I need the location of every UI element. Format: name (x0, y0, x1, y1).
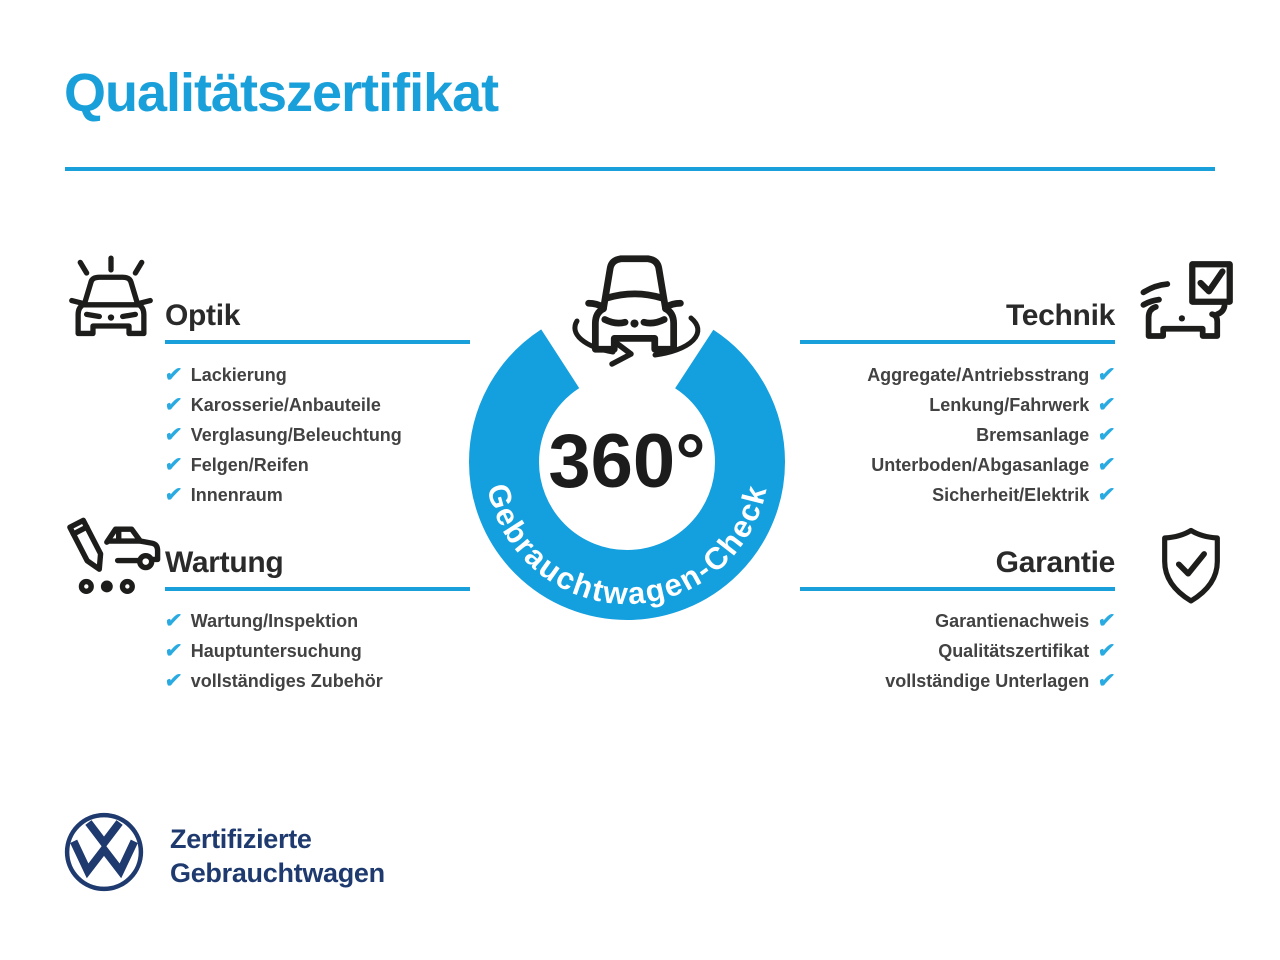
check-item (165, 360, 402, 390)
badge-ring-label: Gebrauchtwagen-Check (479, 479, 774, 612)
brand-line-1: Zertifizierte (170, 824, 312, 854)
check-item-label: Innenraum (190, 484, 283, 505)
check-icon: ✔ (163, 640, 184, 662)
check-item-label: Bremsanlage (976, 424, 1090, 445)
badge-360-check (455, 250, 815, 630)
section-title: Garantie (995, 546, 1115, 579)
check-item (885, 666, 1115, 696)
check-item-label: Sicherheit/Elektrik (932, 484, 1090, 505)
check-icon: ✔ (163, 424, 184, 446)
check-icon: ✔ (163, 454, 184, 476)
optik-checklist (165, 360, 402, 510)
check-item (165, 420, 402, 450)
check-item (165, 606, 383, 636)
heading-underline (165, 340, 470, 344)
section-title: Technik (1005, 299, 1115, 332)
check-item (871, 450, 1115, 480)
check-item (976, 420, 1115, 450)
check-item (938, 636, 1115, 666)
heading-underline (165, 587, 470, 591)
check-item-label: Lackierung (190, 364, 287, 385)
section-title: Wartung (165, 546, 284, 579)
check-item-label: Hauptuntersuchung (190, 640, 362, 661)
check-item-label: Aggregate/Antriebsstrang (867, 364, 1090, 385)
check-item (165, 636, 383, 666)
check-item-label: Wartung/Inspektion (190, 610, 359, 631)
check-icon: ✔ (1096, 454, 1117, 476)
check-item (867, 360, 1115, 390)
check-icon: ✔ (163, 484, 184, 506)
brand-claim (170, 822, 385, 890)
check-item-label: Garantienachweis (935, 610, 1090, 631)
garantie-checklist (885, 606, 1115, 696)
check-item (932, 480, 1115, 510)
check-item-label: vollständige Unterlagen (885, 670, 1090, 691)
brand-line-2: Gebrauchtwagen (170, 858, 385, 888)
check-item-label: Verglasung/Beleuchtung (190, 424, 402, 445)
car-rotate-icon (575, 259, 698, 364)
check-item (165, 390, 402, 420)
section-heading-optik (165, 299, 470, 344)
section-heading-technik (800, 299, 1115, 344)
check-item (165, 666, 383, 696)
shining-car-icon (58, 254, 164, 362)
check-icon: ✔ (1096, 610, 1117, 632)
page-title: Qualitätszertifikat (64, 63, 499, 123)
heading-underline (800, 340, 1115, 344)
check-icon: ✔ (1096, 424, 1117, 446)
technik-checklist (867, 360, 1115, 510)
check-icon: ✔ (1096, 364, 1117, 386)
check-icon: ✔ (1096, 394, 1117, 416)
heading-underline (800, 587, 1115, 591)
check-icon: ✔ (163, 364, 184, 386)
check-item-label: Qualitätszertifikat (938, 640, 1090, 661)
check-icon: ✔ (1096, 640, 1117, 662)
car-checkbox-icon (1133, 257, 1237, 361)
pencil-car-service-icon (55, 513, 163, 621)
badge-value: 360° (548, 419, 706, 504)
check-icon: ✔ (163, 394, 184, 416)
wartung-checklist (165, 606, 383, 696)
check-item-label: Unterboden/Abgasanlage (871, 454, 1090, 475)
check-icon: ✔ (163, 670, 184, 692)
check-item (929, 390, 1115, 420)
check-item (935, 606, 1115, 636)
check-item (165, 480, 402, 510)
section-title: Optik (165, 299, 241, 332)
check-item-label: vollständiges Zubehör (190, 670, 383, 691)
vw-logo (63, 811, 145, 893)
title-divider (65, 167, 1215, 171)
section-heading-wartung (165, 546, 470, 591)
section-heading-garantie (800, 546, 1115, 591)
check-icon: ✔ (1096, 670, 1117, 692)
check-item-label: Felgen/Reifen (190, 454, 309, 475)
check-icon: ✔ (163, 610, 184, 632)
check-item (165, 450, 402, 480)
shield-check-icon (1144, 516, 1238, 622)
check-item-label: Karosserie/Anbauteile (190, 394, 381, 415)
check-icon: ✔ (1096, 484, 1117, 506)
check-item-label: Lenkung/Fahrwerk (929, 394, 1090, 415)
